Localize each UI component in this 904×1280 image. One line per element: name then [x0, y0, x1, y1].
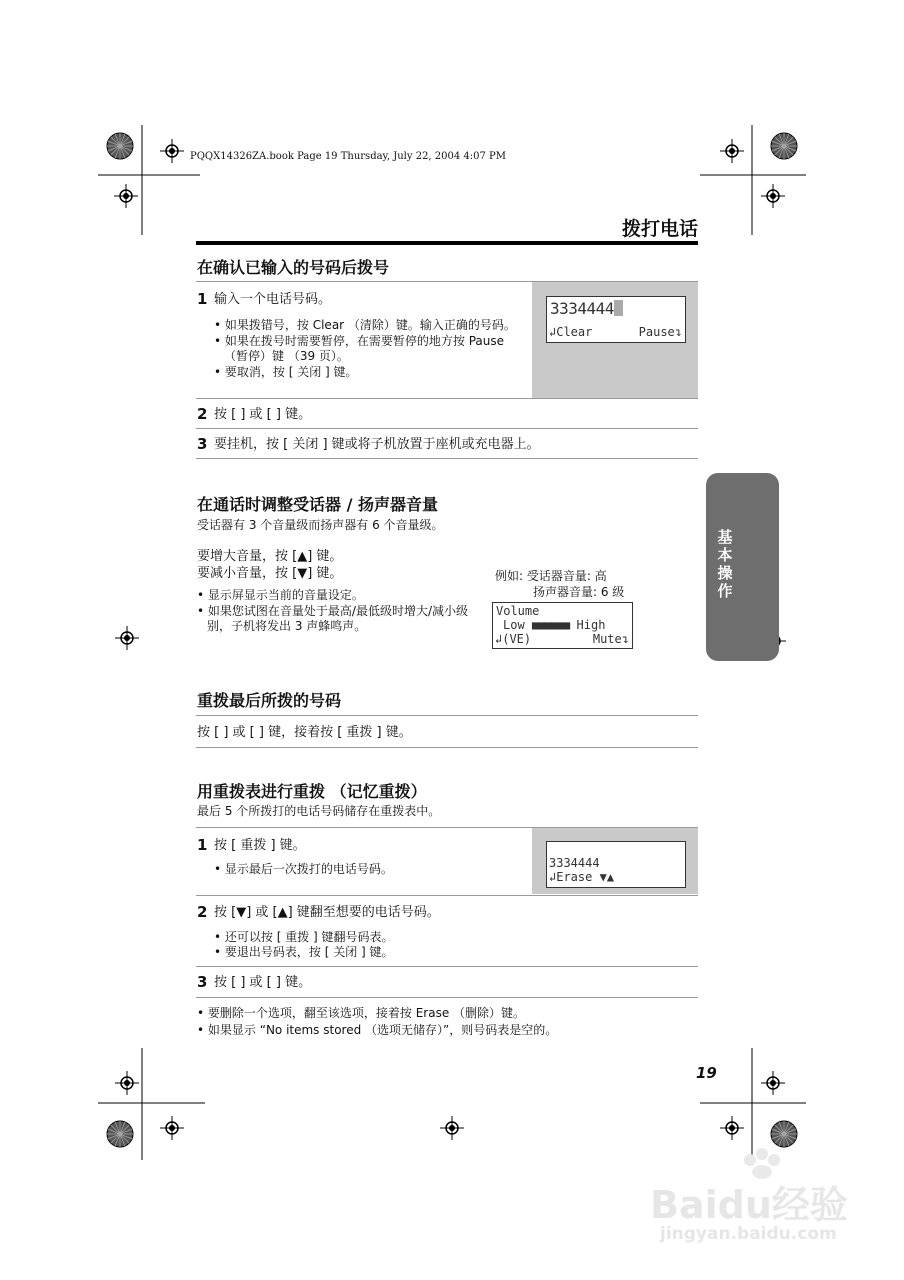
volume-instructions — [197, 548, 342, 582]
bullet-item: • 显示屏显示当前的音量设定。 — [197, 588, 364, 602]
note-item: • 如果显示 “No items stored （选项无储存）”，则号码表是空的。 — [197, 1023, 558, 1037]
page-number: 19 — [696, 1064, 717, 1082]
watermark-brand: Baidu经验 — [650, 1183, 848, 1227]
file-info-line: PQQX14326ZA.book Page 19 Thursday, July 22, 2004 4:07 PM — [190, 151, 507, 162]
step-number: 1 — [197, 290, 208, 308]
step-text: 输入一个电话号码。 — [214, 292, 332, 307]
step-number: 3 — [197, 973, 208, 991]
bullet-item: • 要取消，按 [ 关闭 ] 键。 — [214, 365, 358, 379]
volume-down-line: 要减小音量，按 [▼] 键。 — [197, 566, 343, 581]
bullet-item: • 还可以按 [ 重拨 ] 键翻号码表。 — [214, 930, 394, 944]
bullet-item: • 显示最后一次拨打的电话号码。 — [214, 862, 393, 876]
step-text: 要挂机，按 [ 关闭 ] 键或将子机放置于座机或充电器上。 — [214, 437, 540, 452]
step-number: 3 — [197, 435, 208, 453]
step-text: 按 [ ] 或 [ ] 键。 — [214, 975, 312, 990]
divider — [196, 715, 698, 716]
section-title: 在通话时调整受话器 / 扬声器音量 — [197, 495, 438, 514]
divider — [196, 458, 698, 459]
step-text: 按 [▼] 或 [▲] 键翻至想要的电话号码。 — [214, 905, 440, 920]
step-text: 按 [ 重拨 ] 键。 — [214, 838, 306, 853]
watermark-url: jingyan.baidu.com — [660, 1224, 837, 1244]
step-number: 2 — [197, 405, 208, 423]
section-intro: 最后 5 个所拨打的电话号码储存在重拨表中。 — [197, 804, 441, 818]
lcd-number: 3334444 — [549, 856, 600, 870]
section-title: 重拨最后所拨的号码 — [197, 691, 342, 710]
baidu-watermark — [630, 1140, 890, 1250]
title-rule — [196, 241, 698, 245]
section-intro: 受话器有 3 个音量级而扬声器有 6 个音量级。 — [197, 518, 444, 532]
lcd-right-soft: Pause↴ — [638, 325, 682, 339]
divider — [196, 398, 698, 399]
lcd-left-soft: ↲(VE) — [495, 632, 532, 646]
notes — [197, 1006, 697, 1038]
page-title: 拨打电话 — [621, 218, 698, 240]
bullet-item: • 如果您试图在音量处于最高/最低级时增大/减小级别，子机将发出 3 声蜂鸣声。 — [197, 604, 468, 633]
note-item: • 要删除一个选项，翻至该选项，接着按 Erase （删除）键。 — [197, 1006, 526, 1020]
lcd-display — [546, 296, 686, 343]
example-line: 例如: 受话器音量: 高 — [495, 569, 607, 583]
step-number: 1 — [197, 836, 208, 854]
lcd-display — [546, 841, 686, 888]
step-text: 按 [ ] 或 [ ] 键。 — [214, 407, 312, 422]
divider — [196, 428, 698, 429]
volume-up-line: 要增大音量，按 [▲] 键。 — [197, 549, 343, 564]
bullet-item: • 要退出号码表，按 [ 关闭 ] 键。 — [214, 945, 394, 959]
step-bullets — [214, 318, 524, 380]
step-bullets — [214, 930, 394, 960]
section-title: 在确认已输入的号码后拨号 — [197, 258, 390, 277]
divider — [196, 966, 698, 967]
lcd-number: 3334444 — [550, 299, 623, 318]
side-tab-char: 基 — [717, 528, 733, 546]
divider — [196, 747, 698, 748]
lcd-left-soft: ↲Clear — [549, 325, 593, 339]
lcd-display — [492, 602, 633, 649]
lcd-volume-bar: Low ■■■■■■ High — [503, 618, 606, 632]
bullet-item: • 如果拨错号，按 Clear （清除）键。输入正确的号码。 — [214, 318, 516, 332]
lcd-line: Volume — [496, 604, 540, 618]
volume-bullets — [197, 588, 472, 634]
example-line: 扬声器音量: 6 级 — [533, 585, 625, 599]
redial-instruction: 按 [ ] 或 [ ] 键，接着按 [ 重拨 ] 键。 — [197, 725, 412, 740]
bullet-item: • 如果在拨号时需要暂停，在需要暂停的地方按 Pause （暂停）键 （39 页）。 — [214, 334, 505, 363]
lcd-right-soft: Mute↴ — [592, 632, 629, 646]
side-tab-char: 本 — [717, 546, 733, 564]
side-tab — [706, 473, 779, 661]
section-title: 用重拨表进行重拨 （记忆重拨） — [197, 782, 427, 801]
side-tab-char: 作 — [717, 582, 733, 600]
side-tab-char: 操 — [717, 564, 733, 582]
step-number: 2 — [197, 903, 208, 921]
divider — [196, 997, 698, 998]
lcd-left-soft: ↲Erase ▼▲ — [549, 870, 615, 884]
divider — [196, 895, 698, 896]
